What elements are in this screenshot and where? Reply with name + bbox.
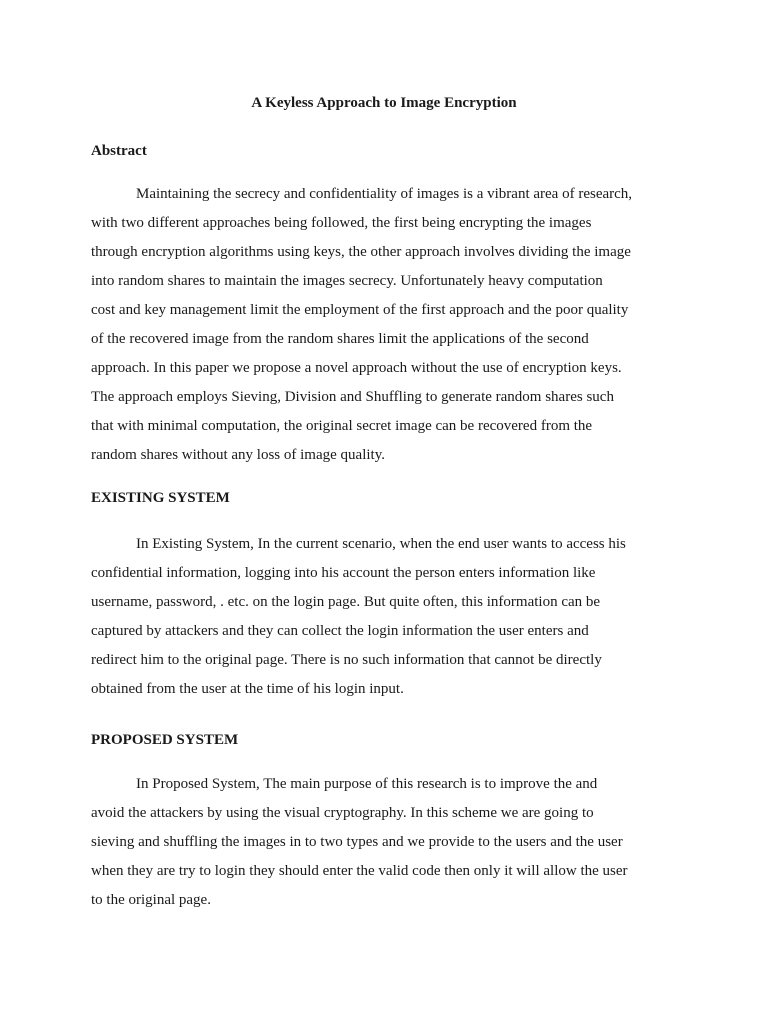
paragraph-line: confidential information, logging into his account the person enters information like (91, 565, 596, 581)
section-heading-abstract: Abstract (91, 143, 147, 159)
section-heading-proposed-system: PROPOSED SYSTEM (91, 732, 239, 748)
existing-system-paragraph (91, 530, 691, 704)
paragraph-line: approach. In this paper we propose a novel approach without the use of encryption keys. (91, 360, 622, 376)
paragraph-line: obtained from the user at the time of his login input. (91, 681, 404, 697)
proposed-system-paragraph (91, 770, 691, 915)
paragraph-line: that with minimal computation, the original secret image can be recovered from the (91, 418, 593, 434)
document-title: A Keyless Approach to Image Encryption (251, 95, 517, 111)
paragraph-line: through encryption algorithms using keys, the other approach involves dividing the image (91, 244, 631, 260)
section-heading-existing-system: EXISTING SYSTEM (91, 490, 230, 506)
paragraph-line: avoid the attackers by using the visual cryptography. In this scheme we are going to (91, 805, 594, 821)
paragraph-line: The approach employs Sieving, Division and Shuffling to generate random shares such (91, 389, 614, 405)
paragraph-line: cost and key management limit the employment of the first approach and the poor quality (91, 302, 629, 318)
paragraph-line: In Existing System, In the current scenario, when the end user wants to access his (136, 536, 626, 552)
paragraph-line: to the original page. (91, 892, 211, 908)
paragraph-line: random shares without any loss of image quality. (91, 447, 385, 463)
paragraph-line: sieving and shuffling the images in to two types and we provide to the users and the user (91, 834, 623, 850)
paragraph-line: with two different approaches being followed, the first being encrypting the images (91, 215, 592, 231)
abstract-paragraph (91, 180, 691, 470)
paragraph-line: Maintaining the secrecy and confidentiality of images is a vibrant area of research, (136, 186, 633, 202)
paragraph-line: into random shares to maintain the images secrecy. Unfortunately heavy computation (91, 273, 603, 289)
paragraph-line: of the recovered image from the random shares limit the applications of the second (91, 331, 589, 347)
paragraph-line: In Proposed System, The main purpose of this research is to improve the and (136, 776, 598, 792)
paragraph-line: captured by attackers and they can collect the login information the user enters and (91, 623, 589, 639)
paragraph-line: username, password, . etc. on the login page. But quite often, this information can be (91, 594, 601, 610)
paragraph-line: when they are try to login they should enter the valid code then only it will allow the user (91, 863, 628, 879)
paragraph-line: redirect him to the original page. There is no such information that cannot be directly (91, 652, 602, 668)
